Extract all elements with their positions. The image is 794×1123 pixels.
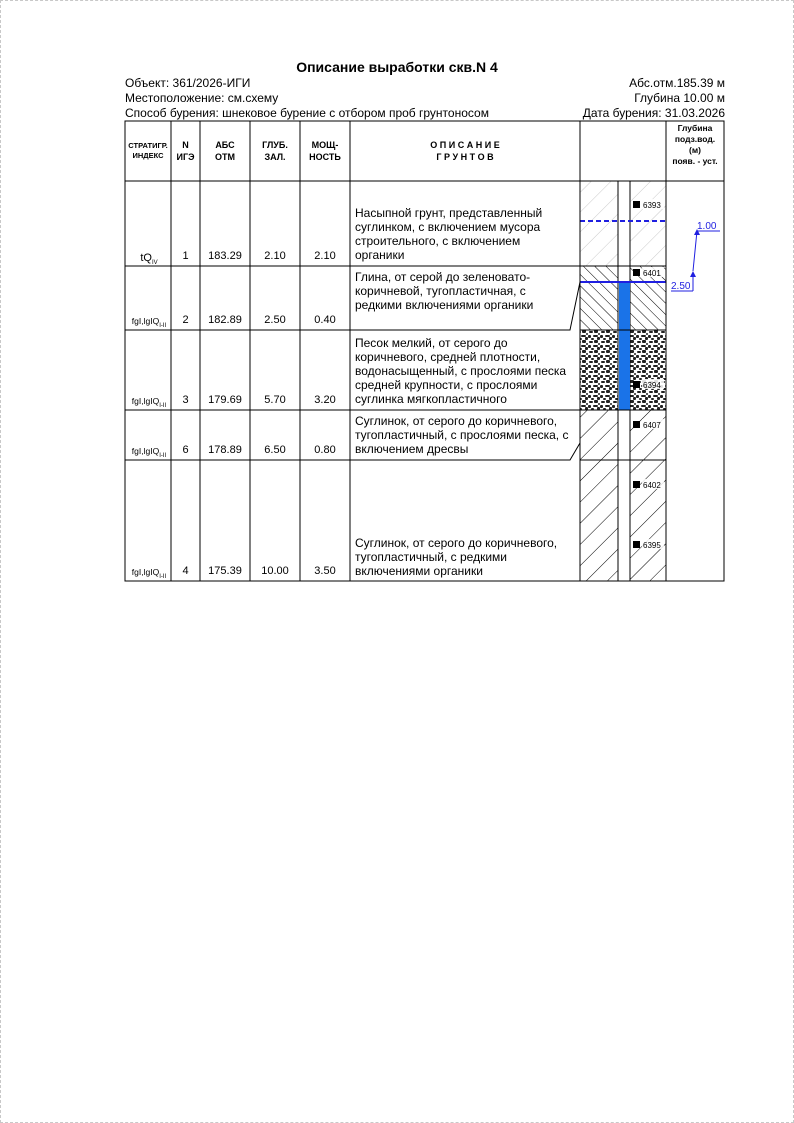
col-header-strat: СТРАТИГР. ИНДЕКС — [128, 140, 168, 160]
abs-mark: 182.89 — [208, 314, 242, 326]
object-text: Объект: 361/2026-ИГИ — [125, 76, 251, 90]
col-header-abs: АБС ОТМ — [215, 140, 235, 162]
water-steady-depth: 1.00 — [697, 221, 717, 232]
strat-index: fgI,lgIQ$_{I-II}$ — [131, 567, 167, 580]
ige-number: 6 — [182, 444, 189, 456]
col-header-description: О П И С А Н И Е Г Р У Н Т О В — [430, 140, 500, 162]
soil-description: Песок мелкий, от серого до коричневого, средней плотности, водонасыщенный, с прослоями песка средней крупности, с прослоями суглинка мягкопластичного — [355, 336, 567, 406]
location-text: Местоположение: см.схему — [125, 91, 279, 105]
depth-text: Глубина 10.00 м — [634, 91, 725, 105]
layer-thickness: 3.20 — [314, 394, 336, 406]
layer-depth: 5.70 — [264, 394, 286, 406]
layer-depth: 6.50 — [264, 444, 286, 456]
soil-description: Суглинок, от серого до коричневого, тугопластичный, с редкими включениями органики — [355, 536, 558, 578]
ige-number: 3 — [182, 394, 189, 406]
water-in-borehole — [619, 282, 630, 410]
sample-id: 6402 — [643, 481, 661, 490]
soil-description: Глина, от серой до зеленовато-коричневой, тугопластичная, с редкими включениями органики — [355, 270, 534, 312]
sample-id: 6401 — [643, 269, 661, 278]
layer-thickness: 0.80 — [314, 444, 336, 456]
sample-id: 6395 — [643, 541, 661, 550]
sample-id: 6393 — [643, 201, 661, 210]
drilling-method-text: Способ бурения: шнековое бурение с отбором проб грунтоносом — [125, 106, 489, 120]
ige-number: 4 — [182, 565, 189, 577]
abs-mark: 175.39 — [208, 565, 242, 577]
strat-index: fgI,lgIQ$_{I-II}$ — [131, 446, 167, 459]
col-header-water: Глубина подз.вод. (м) появ. - уст. — [672, 123, 718, 166]
page-title: Описание выработки скв.N 4 — [296, 59, 498, 75]
abs-mark-text: Абс.отм.185.39 м — [629, 76, 725, 90]
abs-mark: 178.89 — [208, 444, 242, 456]
col-header-depth: ГЛУБ. ЗАЛ. — [262, 140, 288, 162]
soil-description: Насыпной грунт, представленный суглинком, с включением мусора строительного, с включением органики — [355, 206, 543, 262]
layer-thickness: 2.10 — [314, 250, 336, 262]
abs-mark: 179.69 — [208, 394, 242, 406]
layer-thickness: 3.50 — [314, 565, 336, 577]
layer-depth: 10.00 — [261, 565, 289, 577]
layer-depth: 2.10 — [264, 250, 286, 262]
sample-id: 6394 — [643, 381, 661, 390]
steady-level-underline — [693, 231, 720, 271]
water-appearance-depth: 2.50 — [671, 281, 691, 292]
col-header-thickness: МОЩ- НОСТЬ — [309, 140, 341, 162]
sample-id: 6407 — [643, 421, 661, 430]
layer-thickness: 0.40 — [314, 314, 336, 326]
ige-number: 1 — [182, 250, 189, 262]
abs-mark: 183.29 — [208, 250, 242, 262]
soil-description: Суглинок, от серого до коричневого, тугопластичный, с прослоями песка, с включением дресвы — [355, 414, 569, 456]
drilling-date-text: Дата бурения: 31.03.2026 — [582, 106, 725, 120]
strat-index: fgI,lgIQ$_{I-II}$ — [131, 316, 167, 329]
strat-index: fgI,lgIQ$_{I-II}$ — [131, 396, 167, 409]
strat-index: $tQ_{IV}$ — [140, 252, 158, 266]
col-header-ige: N ИГЭ — [176, 140, 195, 162]
layer-depth: 2.50 — [264, 314, 286, 326]
ige-number: 2 — [182, 314, 189, 326]
